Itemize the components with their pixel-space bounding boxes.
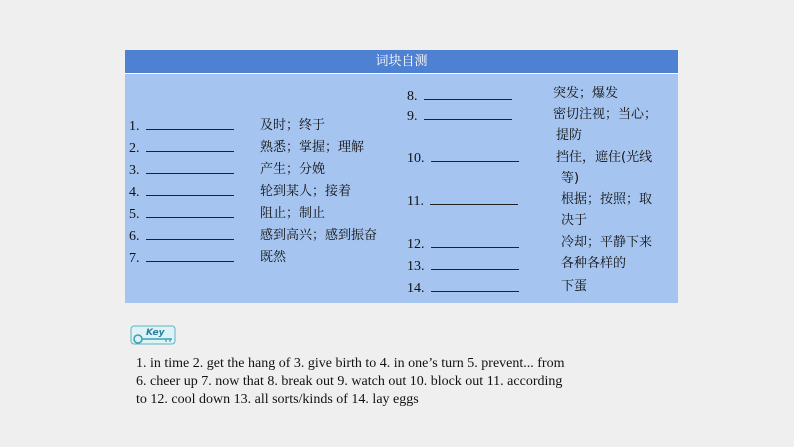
item-number: 5. bbox=[129, 207, 140, 222]
left-meaning-7: 既然 bbox=[260, 250, 287, 265]
right-meaning-10-line1: 挡住，遮住(光线 bbox=[556, 150, 653, 165]
answer-blank bbox=[146, 161, 234, 174]
item-number: 9. bbox=[407, 109, 418, 124]
left-row-3 bbox=[129, 161, 234, 180]
answer-blank bbox=[146, 117, 234, 130]
left-row-6 bbox=[129, 227, 234, 246]
answer-blank bbox=[431, 279, 519, 292]
right-row-9 bbox=[407, 107, 512, 126]
right-row-10 bbox=[407, 149, 519, 168]
left-meaning-6: 感到高兴；感到振奋 bbox=[260, 228, 378, 243]
answer-blank bbox=[146, 249, 234, 262]
left-row-2 bbox=[129, 139, 234, 158]
right-meaning-10-line2: 等) bbox=[561, 171, 580, 186]
vocab-table bbox=[125, 50, 678, 303]
left-meaning-3: 产生；分娩 bbox=[260, 162, 326, 177]
table-title: 词块自测 bbox=[125, 50, 678, 73]
item-number: 1. bbox=[129, 119, 140, 134]
answer-blank bbox=[146, 227, 234, 240]
right-row-14 bbox=[407, 279, 519, 298]
answer-line-2: 6. cheer up 7. now that 8. break out 9. watch out 10. block out 11. according bbox=[136, 374, 563, 389]
item-number: 6. bbox=[129, 229, 140, 244]
right-meaning-13: 各种各样的 bbox=[561, 256, 627, 271]
answer-blank bbox=[431, 149, 519, 162]
left-row-1 bbox=[129, 117, 234, 136]
right-meaning-9-line2: 提防 bbox=[556, 128, 583, 143]
item-number: 12. bbox=[407, 237, 425, 252]
left-meaning-1: 及时；终于 bbox=[260, 118, 326, 133]
left-row-5 bbox=[129, 205, 234, 224]
answer-blank bbox=[431, 235, 519, 248]
answer-blank bbox=[424, 87, 512, 100]
answer-line-3: to 12. cool down 13. all sorts/kinds of 14. lay eggs bbox=[136, 392, 419, 407]
item-number: 10. bbox=[407, 151, 425, 166]
item-number: 14. bbox=[407, 281, 425, 296]
right-meaning-9-line1: 密切注视；当心； bbox=[553, 107, 658, 122]
item-number: 7. bbox=[129, 251, 140, 266]
left-meaning-2: 熟悉；掌握；理解 bbox=[260, 140, 365, 155]
item-number: 2. bbox=[129, 141, 140, 156]
item-number: 11. bbox=[407, 194, 424, 209]
answer-blank bbox=[146, 183, 234, 196]
key-label: Key bbox=[146, 328, 165, 338]
answer-blank bbox=[430, 192, 518, 205]
answer-blank bbox=[431, 257, 519, 270]
right-row-11 bbox=[407, 192, 518, 211]
answer-blank bbox=[146, 139, 234, 152]
answer-key bbox=[136, 355, 676, 409]
left-row-4 bbox=[129, 183, 234, 202]
item-number: 8. bbox=[407, 89, 418, 104]
header-divider bbox=[125, 73, 678, 74]
answer-blank bbox=[424, 107, 512, 120]
left-meaning-5: 阻止；制止 bbox=[260, 206, 326, 221]
left-row-7 bbox=[129, 249, 234, 268]
answer-line-1: 1. in time 2. get the hang of 3. give birth to 4. in one’s turn 5. prevent... from bbox=[136, 356, 565, 371]
right-row-8 bbox=[407, 87, 512, 106]
right-meaning-14: 下蛋 bbox=[561, 279, 588, 294]
right-row-13 bbox=[407, 257, 519, 276]
answer-blank bbox=[146, 205, 234, 218]
right-meaning-12: 冷却；平静下来 bbox=[561, 235, 653, 250]
right-row-12 bbox=[407, 235, 519, 254]
key-icon bbox=[130, 323, 176, 347]
left-meaning-4: 轮到某人；接着 bbox=[260, 184, 352, 199]
item-number: 13. bbox=[407, 259, 425, 274]
item-number: 3. bbox=[129, 163, 140, 178]
right-meaning-8: 突发；爆发 bbox=[553, 86, 619, 101]
right-meaning-11-line2: 决于 bbox=[561, 213, 588, 228]
right-meaning-11-line1: 根据；按照；取 bbox=[561, 192, 653, 207]
item-number: 4. bbox=[129, 185, 140, 200]
